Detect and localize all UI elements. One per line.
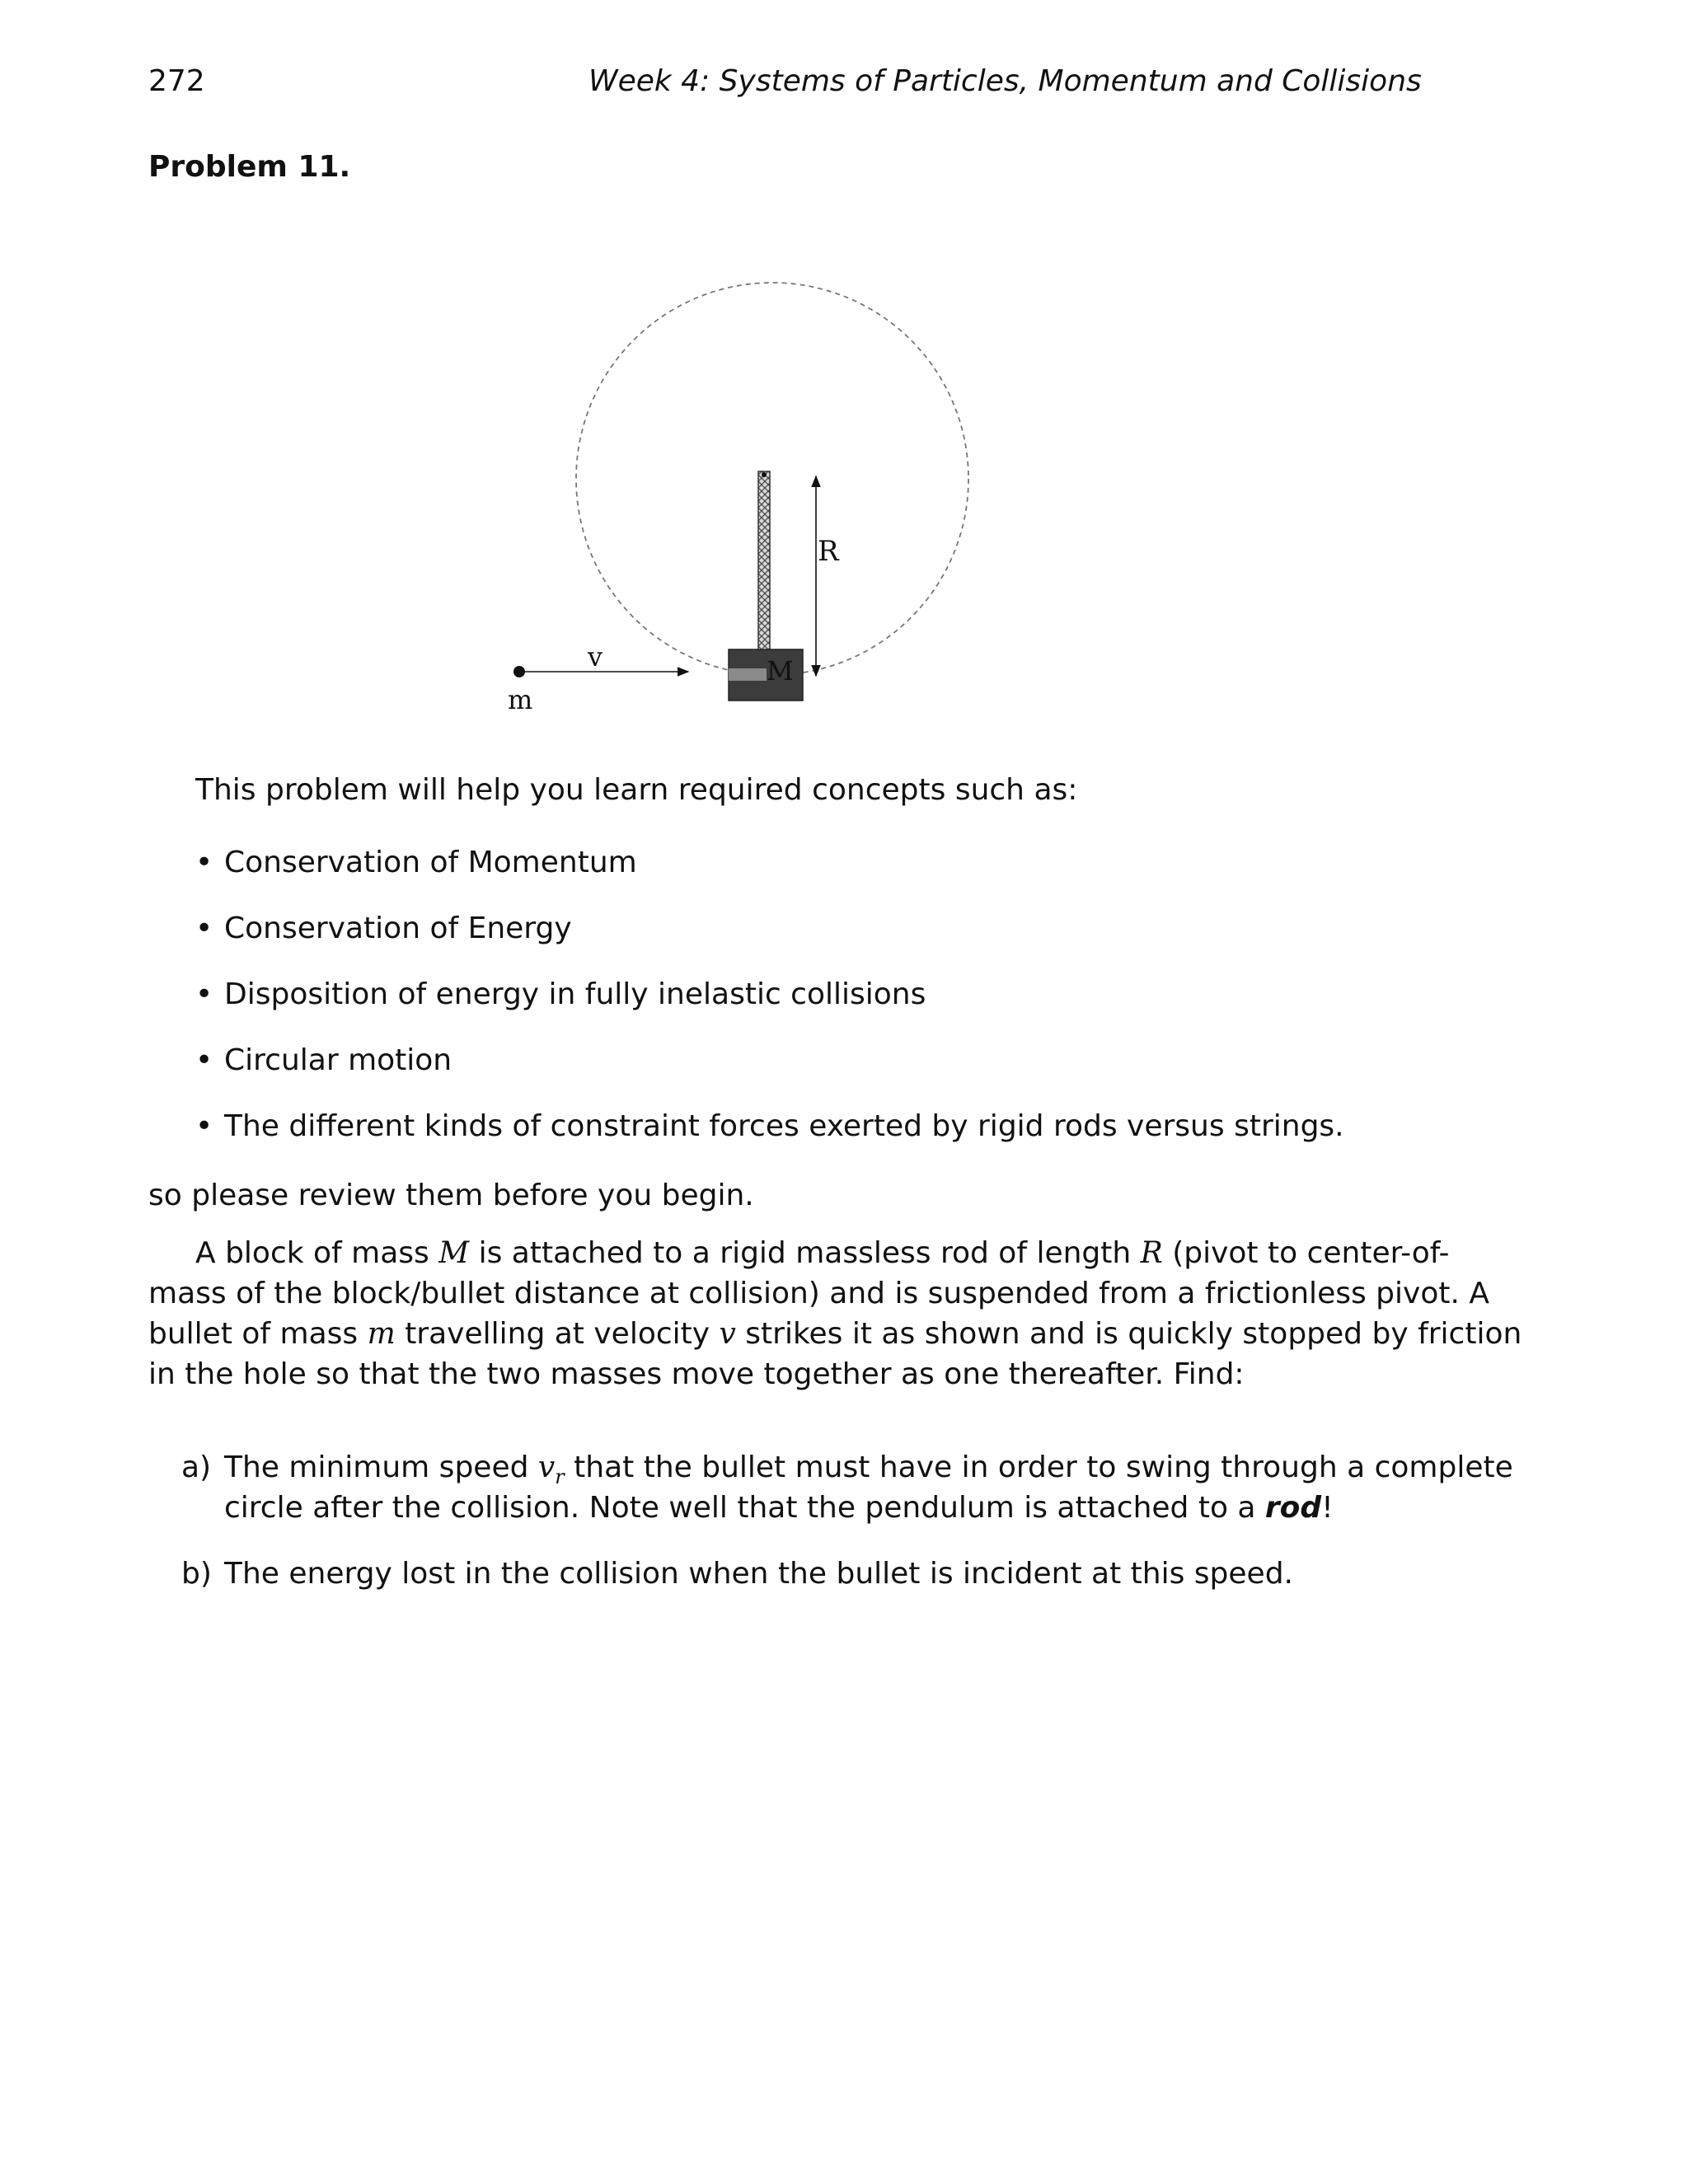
bullet-hole	[729, 668, 767, 681]
symbol-M: M	[438, 1236, 470, 1270]
text-run: is attached to a rigid massless rod of length	[469, 1236, 1141, 1270]
part-line	[224, 1488, 1513, 1528]
label-m: m	[508, 684, 533, 715]
list-item: • Circular motion	[195, 1040, 1344, 1106]
text-run: that the bullet must have in order to swing through a complete	[564, 1451, 1513, 1484]
text-run: travelling at velocity	[395, 1317, 720, 1351]
trajectory-circle	[576, 283, 968, 675]
part-label: a)	[181, 1451, 212, 1484]
text-run: A block of mass	[195, 1236, 439, 1270]
part-line	[224, 1447, 1513, 1488]
symbol-subscript-r: r	[555, 1465, 565, 1489]
symbol-m: m	[367, 1317, 396, 1351]
intro-text: This problem will help you learn required concepts such as:	[195, 773, 1078, 807]
concept-list	[195, 842, 1344, 1172]
label-R: R	[818, 535, 839, 568]
running-title: Week 4: Systems of Particles, Momentum and Collisions	[588, 64, 1422, 98]
text-run: (pivot to center-of-	[1162, 1236, 1450, 1270]
text-run: strikes it as shown and is quickly stopped by friction	[735, 1317, 1522, 1351]
pendulum-figure	[462, 264, 1039, 725]
symbol-v: v	[537, 1451, 556, 1484]
paragraph-line: mass of the block/bullet distance at collision) and is suspended from a frictionless pivot. A	[148, 1277, 1489, 1310]
problem-paragraph	[148, 1233, 1522, 1394]
rigid-rod	[758, 471, 770, 671]
text-run: !	[1321, 1491, 1334, 1525]
symbol-v: v	[719, 1317, 736, 1351]
problem-parts	[181, 1447, 1513, 1594]
text-run: bullet of mass	[148, 1317, 368, 1351]
part-b	[181, 1554, 1513, 1594]
part-a	[181, 1447, 1513, 1528]
emphasis-rod: rod	[1264, 1491, 1322, 1525]
pivot	[762, 472, 767, 477]
paragraph-line	[148, 1314, 1522, 1354]
paragraph-line: in the hole so that the two masses move together as one thereafter. Find:	[148, 1357, 1245, 1391]
list-item: • Disposition of energy in fully inelastic collisions	[195, 974, 1344, 1040]
closing-text: so please review them before you begin.	[148, 1179, 754, 1212]
list-item: • Conservation of Momentum	[195, 842, 1344, 908]
part-label: b)	[181, 1557, 212, 1591]
label-M: M	[767, 655, 794, 687]
part-line: The energy lost in the collision when the bullet is incident at this speed.	[224, 1557, 1293, 1591]
text-run: circle after the collision. Note well that the pendulum is attached to a	[224, 1491, 1265, 1525]
symbol-R: R	[1140, 1236, 1163, 1270]
paragraph-line	[148, 1233, 1450, 1273]
label-v: v	[588, 641, 603, 673]
list-item: • The different kinds of constraint forces exerted by rigid rods versus strings.	[195, 1106, 1344, 1172]
page-number: 272	[148, 64, 205, 98]
problem-title: Problem 11.	[148, 150, 351, 184]
list-item: • Conservation of Energy	[195, 908, 1344, 974]
text-run: The minimum speed	[224, 1451, 538, 1484]
